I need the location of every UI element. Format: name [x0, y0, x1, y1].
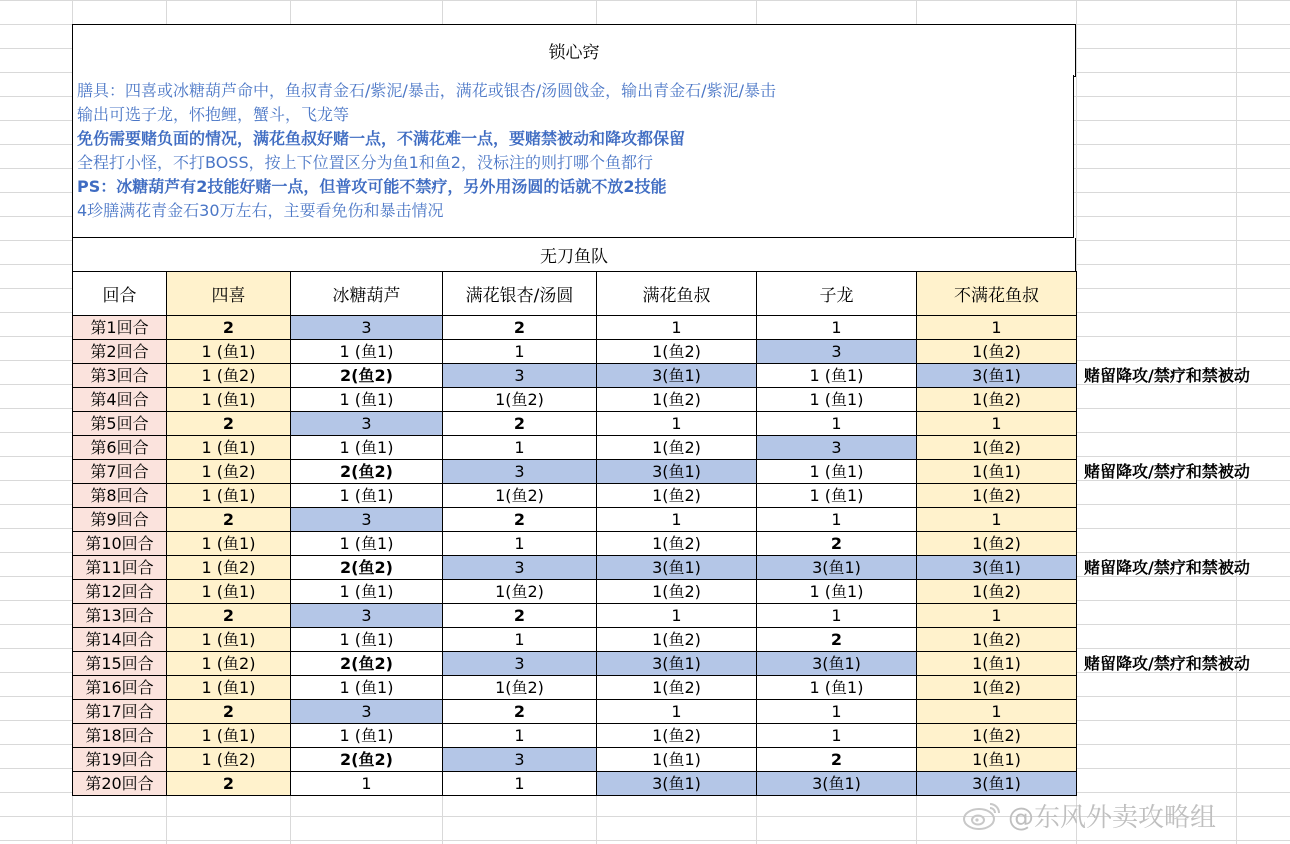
- table-cell[interactable]: 3(鱼1): [597, 772, 757, 796]
- table-cell[interactable]: 1 (鱼1): [291, 628, 443, 652]
- round-label-cell[interactable]: 第6回合: [73, 436, 167, 460]
- table-cell[interactable]: 3: [757, 340, 917, 364]
- table-row: [73, 676, 1077, 700]
- table-cell[interactable]: 1 (鱼1): [757, 484, 917, 508]
- table-cell[interactable]: 3: [443, 364, 597, 388]
- table-cell[interactable]: 1(鱼2): [597, 484, 757, 508]
- table-cell[interactable]: 1(鱼1): [917, 652, 1077, 676]
- table-cell[interactable]: 1 (鱼1): [291, 676, 443, 700]
- table-row: [73, 652, 1077, 676]
- table-cell[interactable]: 1 (鱼1): [291, 388, 443, 412]
- table-cell[interactable]: 3: [443, 748, 597, 772]
- table-cell[interactable]: 1: [443, 628, 597, 652]
- table-cell[interactable]: 2: [167, 772, 291, 796]
- round-label-cell[interactable]: 第20回合: [73, 772, 167, 796]
- team-title-cell[interactable]: [72, 238, 1076, 272]
- table-cell[interactable]: 1(鱼2): [443, 676, 597, 700]
- round-label-cell[interactable]: 第4回合: [73, 388, 167, 412]
- table-row: [73, 604, 1077, 628]
- table-cell[interactable]: 3(鱼1): [597, 652, 757, 676]
- table-cell[interactable]: 1: [597, 412, 757, 436]
- table-cell[interactable]: 1 (鱼1): [757, 676, 917, 700]
- table-cell[interactable]: 1(鱼2): [917, 436, 1077, 460]
- round-label-cell[interactable]: 第7回合: [73, 460, 167, 484]
- table-cell[interactable]: 1 (鱼1): [757, 364, 917, 388]
- table-cell[interactable]: 1(鱼2): [443, 484, 597, 508]
- side-note[interactable]: 赌留降攻/禁疗和禁被动: [1084, 366, 1250, 385]
- table-cell[interactable]: 1 (鱼1): [291, 724, 443, 748]
- table-cell[interactable]: 3(鱼1): [757, 652, 917, 676]
- table-cell[interactable]: 1: [443, 772, 597, 796]
- table-cell[interactable]: 1 (鱼1): [167, 340, 291, 364]
- table-cell[interactable]: 1 (鱼1): [757, 388, 917, 412]
- table-row: [73, 556, 1077, 580]
- table-cell[interactable]: 1 (鱼1): [757, 580, 917, 604]
- table-cell[interactable]: 1 (鱼2): [167, 364, 291, 388]
- side-note[interactable]: 赌留降攻/禁疗和禁被动: [1084, 462, 1250, 481]
- weibo-icon: [962, 800, 1002, 830]
- column-header[interactable]: 冰糖葫芦: [291, 272, 443, 316]
- round-label-cell[interactable]: 第9回合: [73, 508, 167, 532]
- table-cell[interactable]: 3(鱼1): [917, 364, 1077, 388]
- table-cell[interactable]: 3: [291, 316, 443, 340]
- table-cell[interactable]: 1 (鱼1): [167, 628, 291, 652]
- table-cell[interactable]: 1(鱼2): [443, 580, 597, 604]
- sheet-title[interactable]: [72, 24, 1076, 77]
- column-header[interactable]: 回合: [73, 272, 167, 316]
- table-cell[interactable]: 1(鱼2): [597, 580, 757, 604]
- table-cell[interactable]: 1: [917, 700, 1077, 724]
- table-cell[interactable]: 1(鱼2): [917, 580, 1077, 604]
- table-cell[interactable]: 1(鱼2): [597, 724, 757, 748]
- note-line: 4珍膳满花青金石30万左右，主要看免伤和暴击情况: [77, 201, 444, 220]
- round-label-cell[interactable]: 第15回合: [73, 652, 167, 676]
- column-header[interactable]: 四喜: [167, 272, 291, 316]
- watermark-text: @东风外卖攻略组: [1008, 802, 1217, 833]
- table-cell[interactable]: 1 (鱼1): [167, 532, 291, 556]
- table-row: [73, 508, 1077, 532]
- table-cell[interactable]: 1: [757, 700, 917, 724]
- table-row: [73, 772, 1077, 796]
- table-cell[interactable]: 1 (鱼2): [167, 556, 291, 580]
- table-cell[interactable]: 1(鱼1): [917, 748, 1077, 772]
- table-cell[interactable]: 1: [597, 700, 757, 724]
- table-row: [73, 436, 1077, 460]
- table-cell[interactable]: 1: [443, 724, 597, 748]
- table-header-row: [73, 272, 1077, 316]
- table-cell[interactable]: 1(鱼1): [917, 460, 1077, 484]
- table-cell[interactable]: 1 (鱼1): [291, 340, 443, 364]
- table-cell[interactable]: 3: [757, 436, 917, 460]
- team-title-text: 无刀鱼队: [540, 247, 608, 267]
- table-cell[interactable]: 3(鱼1): [917, 772, 1077, 796]
- table-cell[interactable]: 1: [757, 508, 917, 532]
- table-cell[interactable]: 1: [917, 412, 1077, 436]
- table-cell[interactable]: 1(鱼2): [917, 388, 1077, 412]
- table-cell[interactable]: 1(鱼2): [597, 676, 757, 700]
- table-cell[interactable]: 1 (鱼1): [167, 580, 291, 604]
- table-row: [73, 748, 1077, 772]
- table-cell[interactable]: 2(鱼2): [291, 556, 443, 580]
- table-cell[interactable]: 1(鱼2): [443, 388, 597, 412]
- table-cell[interactable]: 1: [291, 772, 443, 796]
- table-cell[interactable]: 3(鱼1): [757, 556, 917, 580]
- round-label-cell[interactable]: 第18回合: [73, 724, 167, 748]
- table-cell[interactable]: 1 (鱼1): [291, 436, 443, 460]
- table-cell[interactable]: 1: [443, 532, 597, 556]
- table-cell[interactable]: 1(鱼2): [597, 628, 757, 652]
- column-header[interactable]: 不满花鱼叔: [917, 272, 1077, 316]
- table-cell[interactable]: 1 (鱼1): [757, 460, 917, 484]
- table-cell[interactable]: 1(鱼2): [917, 340, 1077, 364]
- table-cell[interactable]: 3: [443, 652, 597, 676]
- table-cell[interactable]: 2: [443, 700, 597, 724]
- table-cell[interactable]: 2: [167, 700, 291, 724]
- table-cell[interactable]: 1 (鱼1): [167, 388, 291, 412]
- round-label-cell[interactable]: 第14回合: [73, 628, 167, 652]
- table-cell[interactable]: 1(鱼1): [597, 748, 757, 772]
- table-cell[interactable]: 1: [597, 316, 757, 340]
- note-line: 全程打小怪，不打BOSS，按上下位置区分为鱼1和鱼2，没标注的则打哪个鱼都行: [77, 153, 653, 172]
- table-cell[interactable]: 1 (鱼2): [167, 748, 291, 772]
- table-row: [73, 460, 1077, 484]
- round-label-cell[interactable]: 第13回合: [73, 604, 167, 628]
- table-cell[interactable]: 3(鱼1): [917, 556, 1077, 580]
- table-cell[interactable]: 1(鱼2): [917, 628, 1077, 652]
- table-cell[interactable]: 1 (鱼1): [291, 580, 443, 604]
- table-cell[interactable]: 3(鱼1): [757, 772, 917, 796]
- table-cell[interactable]: 2(鱼2): [291, 652, 443, 676]
- table-cell[interactable]: 2: [167, 604, 291, 628]
- column-header[interactable]: 子龙: [757, 272, 917, 316]
- table-row: [73, 364, 1077, 388]
- table-cell[interactable]: 2: [167, 508, 291, 532]
- table-cell[interactable]: 2: [443, 604, 597, 628]
- note-line: 免伤需要赌负面的情况，满花鱼叔好赌一点，不满花难一点，要赌禁被动和降攻都保留: [77, 129, 686, 148]
- round-label-cell[interactable]: 第19回合: [73, 748, 167, 772]
- table-cell[interactable]: 1(鱼2): [917, 532, 1077, 556]
- table-row: [73, 700, 1077, 724]
- table-cell[interactable]: 2(鱼2): [291, 748, 443, 772]
- table-cell[interactable]: 2: [443, 508, 597, 532]
- table-row: [73, 580, 1077, 604]
- table-row: [73, 316, 1077, 340]
- table-cell[interactable]: 2: [757, 628, 917, 652]
- table-cell[interactable]: 1(鱼2): [597, 436, 757, 460]
- table-cell[interactable]: 1: [757, 412, 917, 436]
- note-line: 膳具：四喜或冰糖葫芦命中，鱼叔青金石/紫泥/暴击，满花或银杏/汤圆戗金，输出青金石/紫泥/暴击: [77, 81, 776, 100]
- table-cell[interactable]: 1: [757, 604, 917, 628]
- round-label-cell[interactable]: 第1回合: [73, 316, 167, 340]
- table-row: [73, 412, 1077, 436]
- table-cell[interactable]: 1 (鱼1): [167, 676, 291, 700]
- round-label-cell[interactable]: 第8回合: [73, 484, 167, 508]
- table-cell[interactable]: 1 (鱼1): [167, 484, 291, 508]
- table-cell[interactable]: 1: [443, 340, 597, 364]
- round-label-cell[interactable]: 第2回合: [73, 340, 167, 364]
- table-cell[interactable]: 3(鱼1): [597, 556, 757, 580]
- table-row: [73, 484, 1077, 508]
- table-cell[interactable]: 1: [917, 604, 1077, 628]
- table-cell[interactable]: 3: [291, 700, 443, 724]
- table-cell[interactable]: 1(鱼2): [597, 340, 757, 364]
- table-cell[interactable]: 3: [291, 604, 443, 628]
- sheet-title-text: 锁心窍: [548, 43, 600, 63]
- table-cell[interactable]: 2: [443, 412, 597, 436]
- round-label-cell[interactable]: 第11回合: [73, 556, 167, 580]
- table-cell[interactable]: 1: [917, 508, 1077, 532]
- table-row: [73, 340, 1077, 364]
- table-cell[interactable]: 1(鱼2): [597, 388, 757, 412]
- round-label-cell[interactable]: 第17回合: [73, 700, 167, 724]
- table-cell[interactable]: 2: [167, 412, 291, 436]
- table-cell[interactable]: 2: [757, 532, 917, 556]
- table-cell[interactable]: 1: [917, 316, 1077, 340]
- table-cell[interactable]: 1(鱼2): [597, 532, 757, 556]
- table-cell[interactable]: 3: [443, 556, 597, 580]
- table-cell[interactable]: 1 (鱼1): [167, 436, 291, 460]
- table-row: [73, 724, 1077, 748]
- table-cell[interactable]: 2: [167, 316, 291, 340]
- table-cell[interactable]: 3: [443, 460, 597, 484]
- table-cell[interactable]: 1: [597, 604, 757, 628]
- round-label-cell[interactable]: 第12回合: [73, 580, 167, 604]
- table-cell[interactable]: 1: [757, 724, 917, 748]
- table-cell[interactable]: 1(鱼2): [917, 724, 1077, 748]
- table-cell[interactable]: 3(鱼1): [597, 460, 757, 484]
- table-cell[interactable]: 1(鱼2): [917, 484, 1077, 508]
- side-note[interactable]: 赌留降攻/禁疗和禁被动: [1084, 654, 1250, 673]
- table-row: [73, 388, 1077, 412]
- note-line: PS：冰糖葫芦有2技能好赌一点，但普攻可能不禁疗，另外用汤圆的话就不放2技能: [77, 177, 667, 196]
- round-label-cell[interactable]: 第3回合: [73, 364, 167, 388]
- table-cell[interactable]: 3(鱼1): [597, 364, 757, 388]
- watermark: [962, 797, 1216, 833]
- table-cell[interactable]: 3: [291, 508, 443, 532]
- table-row: [73, 532, 1077, 556]
- table-cell[interactable]: 3: [291, 412, 443, 436]
- round-label-cell[interactable]: 第10回合: [73, 532, 167, 556]
- table-cell[interactable]: 1: [757, 316, 917, 340]
- table-cell[interactable]: 1 (鱼1): [291, 532, 443, 556]
- rounds-table: [72, 271, 1077, 796]
- table-cell[interactable]: 1: [443, 436, 597, 460]
- side-note[interactable]: 赌留降攻/禁疗和禁被动: [1084, 558, 1250, 577]
- table-cell[interactable]: 2(鱼2): [291, 460, 443, 484]
- table-cell[interactable]: 2: [757, 748, 917, 772]
- column-header[interactable]: 满花银杏/汤圆: [443, 272, 597, 316]
- table-cell[interactable]: 1 (鱼1): [291, 484, 443, 508]
- column-header[interactable]: 满花鱼叔: [597, 272, 757, 316]
- table-cell[interactable]: 1 (鱼1): [167, 724, 291, 748]
- table-row: [73, 628, 1077, 652]
- note-line: 输出可选子龙，怀抱鲤，蟹斗，飞龙等: [77, 105, 350, 124]
- round-label-cell[interactable]: 第5回合: [73, 412, 167, 436]
- table-cell[interactable]: 1 (鱼2): [167, 652, 291, 676]
- round-label-cell[interactable]: 第16回合: [73, 676, 167, 700]
- table-cell[interactable]: 1: [597, 508, 757, 532]
- table-cell[interactable]: 2(鱼2): [291, 364, 443, 388]
- table-cell[interactable]: 1(鱼2): [917, 676, 1077, 700]
- notes-cell[interactable]: [72, 75, 1074, 238]
- table-cell[interactable]: 1 (鱼2): [167, 460, 291, 484]
- table-cell[interactable]: 2: [443, 316, 597, 340]
